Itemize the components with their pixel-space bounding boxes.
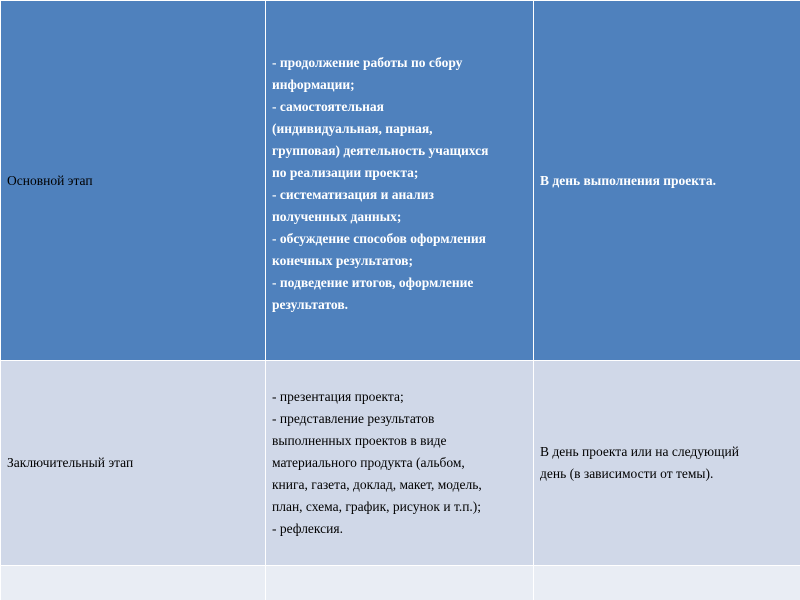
empty-cell xyxy=(534,566,800,600)
activity-line: - систематизация и анализ xyxy=(272,186,434,202)
activity-line: - подведение итогов, оформление xyxy=(272,274,474,290)
stage-name-cell: Заключительный этап xyxy=(1,361,266,566)
activity-line: результатов. xyxy=(272,296,348,312)
activity-line: групповая) деятельность учащихся xyxy=(272,142,489,158)
activity-line: конечных результатов; xyxy=(272,252,413,268)
empty-cell xyxy=(1,566,266,600)
table-row-empty xyxy=(1,566,800,600)
timing-line: В день проекта или на следующий xyxy=(540,444,739,459)
activity-line: полученных данных; xyxy=(272,208,402,224)
activity-line: (индивидуальная, парная, xyxy=(272,120,433,136)
activity-line: выполненных проектов в виде xyxy=(272,433,447,448)
activity-line: - продолжение работы по сбору xyxy=(272,54,463,70)
table-row-final-stage xyxy=(1,361,800,566)
timing-cell xyxy=(534,361,800,566)
activity-line: - презентация проекта; xyxy=(272,389,404,404)
stage-name-cell: Основной этап xyxy=(1,1,266,361)
activity-line: - обсуждение способов оформления xyxy=(272,230,486,246)
empty-cell xyxy=(266,566,534,600)
activities-cell xyxy=(266,1,534,361)
activity-line: книга, газета, доклад, макет, модель, xyxy=(272,477,482,492)
activity-line: по реализации проекта; xyxy=(272,164,419,180)
activity-line: материального продукта (альбом, xyxy=(272,455,465,470)
timing-line: В день выполнения проекта. xyxy=(540,172,716,188)
activity-line: - самостоятельная xyxy=(272,98,384,114)
activity-line: - рефлексия. xyxy=(272,521,343,536)
activities-cell xyxy=(266,361,534,566)
activity-line: план, схема, график, рисунок и т.п.); xyxy=(272,499,482,514)
timing-line: день (в зависимости от темы). xyxy=(540,466,714,481)
activity-line: информации; xyxy=(272,76,355,92)
table-row-main-stage xyxy=(1,1,800,361)
timing-cell xyxy=(534,1,800,361)
activity-line: - представление результатов xyxy=(272,411,435,426)
